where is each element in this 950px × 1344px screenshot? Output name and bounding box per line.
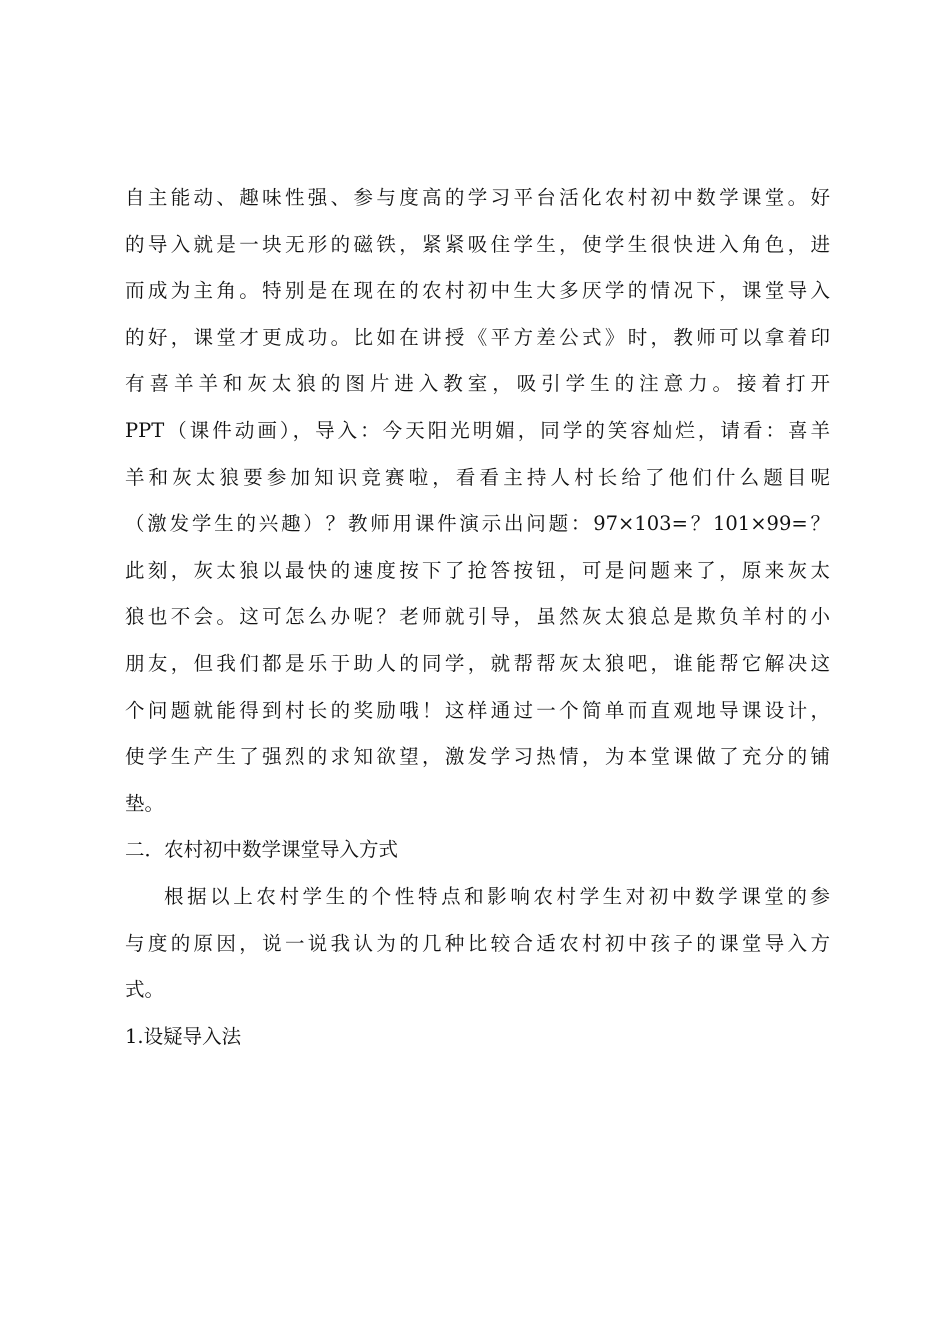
body-text bbox=[125, 175, 830, 1060]
paragraph-2-line: 与度的原因，说一说我认为的几种比较合适农村初中孩子的课堂导入方 bbox=[125, 931, 830, 955]
paragraph-1-line: 的好，课堂才更成功。比如在讲授《平方差公式》时，教师可以拿着印 bbox=[125, 325, 830, 349]
paragraph-1-line: 有喜羊羊和灰太狼的图片进入教室，吸引学生的注意力。接着打开 bbox=[125, 372, 830, 396]
paragraph-2-line: 根据以上农村学生的个性特点和影响农村学生对初中数学课堂的参 bbox=[164, 884, 830, 908]
paragraph-1-line: 此刻，灰太狼以最快的速度按下了抢答按钮，可是问题来了，原来灰太 bbox=[125, 558, 830, 582]
paragraph-1-line: 的导入就是一块无形的磁铁，紧紧吸住学生，使学生很快进入角色，进 bbox=[125, 232, 830, 256]
paragraph-1-line: 自主能动、趣味性强、参与度高的学习平台活化农村初中数学课堂。好 bbox=[125, 186, 830, 209]
paragraph-1-line: 羊和灰太狼要参加知识竞赛啦，看看主持人村长给了他们什么题目呢 bbox=[125, 465, 830, 489]
paragraph-1-line: 朋友，但我们都是乐于助人的同学，就帮帮灰太狼吧，谁能帮它解决这 bbox=[125, 651, 830, 675]
paragraph-1-line: 个问题就能得到村长的奖励哦！这样通过一个简单而直观地导课设计， bbox=[125, 698, 830, 722]
paragraph-2-line: 式。 bbox=[125, 978, 165, 1002]
section-heading: 二．农村初中数学课堂导入方式 bbox=[125, 838, 399, 862]
subheading: 1.设疑导入法 bbox=[125, 1024, 242, 1048]
paragraph-1-line: PPT（课件动画），导入：今天阳光明媚，同学的笑容灿烂，请看：喜羊 bbox=[125, 418, 830, 442]
paragraph-1-line: 狼也不会。这可怎么办呢？老师就引导，虽然灰太狼总是欺负羊村的小 bbox=[125, 605, 830, 629]
paragraph-1-line: 使学生产生了强烈的求知欲望，激发学习热情，为本堂课做了充分的铺 bbox=[125, 745, 830, 769]
paragraph-1-line: 垫。 bbox=[125, 791, 165, 815]
paragraph-1-line: 而成为主角。特别是在现在的农村初中生大多厌学的情况下，课堂导入 bbox=[125, 279, 830, 303]
paragraph-1-line: （激发学生的兴趣）？教师用课件演示出问题：97×103=？101×99=？ bbox=[125, 512, 830, 536]
